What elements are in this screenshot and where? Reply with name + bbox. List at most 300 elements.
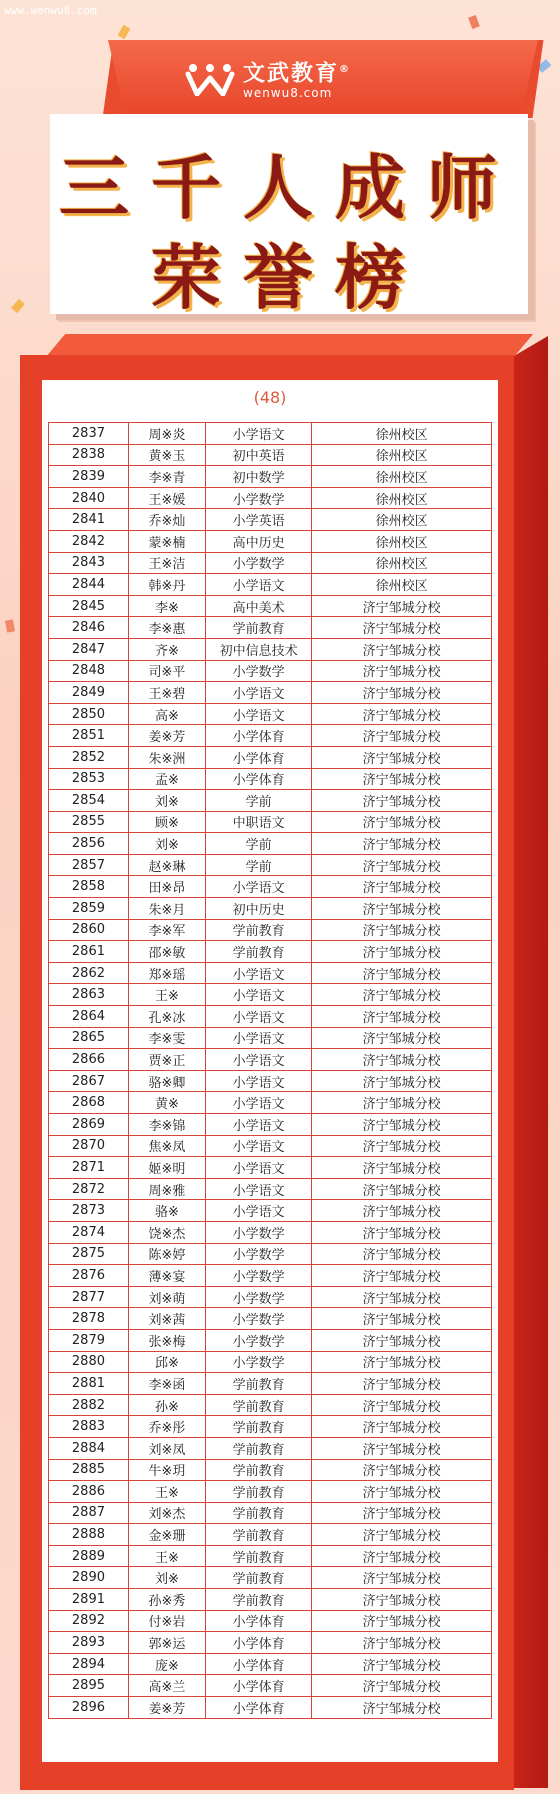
- row-number-cell: 2849: [49, 682, 129, 704]
- row-number-cell: 2852: [49, 746, 129, 768]
- table-row: [49, 1697, 492, 1719]
- row-number-cell: 2870: [49, 1135, 129, 1157]
- table-row: [49, 919, 492, 941]
- campus-cell: 徐州校区: [312, 444, 492, 466]
- teacher-name-cell: 高※: [128, 703, 205, 725]
- table-row: [49, 1092, 492, 1114]
- row-number-cell: 2873: [49, 1200, 129, 1222]
- teacher-name-cell: 刘※: [128, 790, 205, 812]
- subject-cell: 小学体育: [206, 1697, 312, 1719]
- table-row: [49, 1502, 492, 1524]
- campus-cell: 济宁邹城分校: [312, 768, 492, 790]
- title-line-1: 三千人成师: [59, 146, 519, 229]
- subject-cell: 学前教育: [206, 1524, 312, 1546]
- teacher-name-cell: 刘※杰: [128, 1502, 205, 1524]
- confetti: [5, 619, 15, 632]
- teacher-name-cell: 邵※敏: [128, 941, 205, 963]
- campus-cell: 济宁邹城分校: [312, 1200, 492, 1222]
- campus-cell: 济宁邹城分校: [312, 1092, 492, 1114]
- campus-cell: 徐州校区: [312, 487, 492, 509]
- subject-cell: 小学语文: [206, 1178, 312, 1200]
- subject-cell: 小学语文: [206, 1200, 312, 1222]
- table-row: [49, 1221, 492, 1243]
- table-row: [49, 444, 492, 466]
- row-number-cell: 2892: [49, 1610, 129, 1632]
- table-row: [49, 703, 492, 725]
- subject-cell: 学前教育: [206, 1416, 312, 1438]
- subject-cell: 小学数学: [206, 1265, 312, 1287]
- campus-cell: 济宁邹城分校: [312, 1070, 492, 1092]
- subject-cell: 学前教育: [206, 1459, 312, 1481]
- subject-cell: 学前教育: [206, 1502, 312, 1524]
- subject-cell: 学前: [206, 833, 312, 855]
- row-number-cell: 2893: [49, 1632, 129, 1654]
- table-row: [49, 1178, 492, 1200]
- subject-cell: 初中历史: [206, 898, 312, 920]
- table-row: [49, 638, 492, 660]
- table-row: [49, 725, 492, 747]
- teacher-name-cell: 朱※洲: [128, 746, 205, 768]
- campus-cell: 济宁邹城分校: [312, 1524, 492, 1546]
- campus-cell: 济宁邹城分校: [312, 941, 492, 963]
- table-row: [49, 660, 492, 682]
- row-number-cell: 2861: [49, 941, 129, 963]
- subject-cell: 学前: [206, 790, 312, 812]
- row-number-cell: 2881: [49, 1373, 129, 1395]
- table-row: [49, 1114, 492, 1136]
- table-row: [49, 1589, 492, 1611]
- table-row: [49, 487, 492, 509]
- table-row: [49, 1049, 492, 1071]
- teacher-name-cell: 李※: [128, 595, 205, 617]
- campus-cell: 济宁邹城分校: [312, 833, 492, 855]
- brand-logo: [185, 58, 351, 100]
- campus-cell: 济宁邹城分校: [312, 1697, 492, 1719]
- subject-cell: 学前教育: [206, 1437, 312, 1459]
- subject-cell: 小学数学: [206, 1308, 312, 1330]
- subject-cell: 小学语文: [206, 962, 312, 984]
- campus-cell: 济宁邹城分校: [312, 595, 492, 617]
- campus-cell: 徐州校区: [312, 552, 492, 574]
- brand-reg: ®: [339, 64, 352, 75]
- teacher-name-cell: 郑※瑶: [128, 962, 205, 984]
- subject-cell: 学前教育: [206, 1567, 312, 1589]
- campus-cell: 济宁邹城分校: [312, 1653, 492, 1675]
- teacher-name-cell: 李※惠: [128, 617, 205, 639]
- teacher-name-cell: 饶※杰: [128, 1221, 205, 1243]
- subject-cell: 小学体育: [206, 768, 312, 790]
- teacher-name-cell: 王※: [128, 1545, 205, 1567]
- row-number-cell: 2857: [49, 854, 129, 876]
- subject-cell: 小学数学: [206, 1329, 312, 1351]
- teacher-name-cell: 韩※丹: [128, 574, 205, 596]
- teacher-name-cell: 邱※: [128, 1351, 205, 1373]
- row-number-cell: 2872: [49, 1178, 129, 1200]
- teacher-name-cell: 孙※: [128, 1394, 205, 1416]
- subject-cell: 小学语文: [206, 1027, 312, 1049]
- subject-cell: 小学语文: [206, 1070, 312, 1092]
- table-row: [49, 1675, 492, 1697]
- subject-cell: 小学体育: [206, 1675, 312, 1697]
- subject-cell: 小学体育: [206, 1632, 312, 1654]
- honor-table: [48, 422, 492, 1719]
- table-row: [49, 790, 492, 812]
- row-number-cell: 2846: [49, 617, 129, 639]
- campus-cell: 徐州校区: [312, 509, 492, 531]
- teacher-name-cell: 孙※秀: [128, 1589, 205, 1611]
- subject-cell: 小学数学: [206, 1221, 312, 1243]
- row-number-cell: 2865: [49, 1027, 129, 1049]
- campus-cell: 徐州校区: [312, 423, 492, 445]
- table-row: [49, 1524, 492, 1546]
- teacher-name-cell: 牛※玥: [128, 1459, 205, 1481]
- campus-cell: 济宁邹城分校: [312, 1416, 492, 1438]
- campus-cell: 济宁邹城分校: [312, 898, 492, 920]
- table-row: [49, 1394, 492, 1416]
- subject-cell: 小学语文: [206, 1006, 312, 1028]
- table-row: [49, 768, 492, 790]
- teacher-name-cell: 骆※: [128, 1200, 205, 1222]
- teacher-name-cell: 付※岩: [128, 1610, 205, 1632]
- subject-cell: 小学数学: [206, 1286, 312, 1308]
- teacher-name-cell: 李※军: [128, 919, 205, 941]
- teacher-name-cell: 王※: [128, 984, 205, 1006]
- teacher-name-cell: 乔※灿: [128, 509, 205, 531]
- table-row: [49, 617, 492, 639]
- table-row: [49, 1135, 492, 1157]
- teacher-name-cell: 周※炎: [128, 423, 205, 445]
- row-number-cell: 2878: [49, 1308, 129, 1330]
- subject-cell: 小学语文: [206, 984, 312, 1006]
- brand-url: wenwu8.com: [243, 86, 333, 101]
- table-row: [49, 509, 492, 531]
- table-row: [49, 1027, 492, 1049]
- campus-cell: 济宁邹城分校: [312, 1027, 492, 1049]
- teacher-name-cell: 黄※: [128, 1092, 205, 1114]
- table-row: [49, 1200, 492, 1222]
- subject-cell: 小学语文: [206, 1114, 312, 1136]
- title-line-2: 荣誉榜: [151, 236, 427, 319]
- campus-cell: 济宁邹城分校: [312, 1351, 492, 1373]
- table-row: [49, 574, 492, 596]
- teacher-name-cell: 田※昂: [128, 876, 205, 898]
- table-row: [49, 1416, 492, 1438]
- teacher-name-cell: 李※雯: [128, 1027, 205, 1049]
- subject-cell: 学前教育: [206, 1373, 312, 1395]
- table-row: [49, 1459, 492, 1481]
- subject-cell: 学前教育: [206, 919, 312, 941]
- row-number-cell: 2859: [49, 898, 129, 920]
- row-number-cell: 2891: [49, 1589, 129, 1611]
- row-number-cell: 2843: [49, 552, 129, 574]
- campus-cell: 济宁邹城分校: [312, 682, 492, 704]
- table-row: [49, 1437, 492, 1459]
- campus-cell: 徐州校区: [312, 530, 492, 552]
- teacher-name-cell: 王※: [128, 1481, 205, 1503]
- row-number-cell: 2850: [49, 703, 129, 725]
- campus-cell: 济宁邹城分校: [312, 919, 492, 941]
- subject-cell: 小学数学: [206, 552, 312, 574]
- campus-cell: 济宁邹城分校: [312, 1049, 492, 1071]
- teacher-name-cell: 司※平: [128, 660, 205, 682]
- teacher-name-cell: 顾※: [128, 811, 205, 833]
- subject-cell: 小学体育: [206, 746, 312, 768]
- row-number-cell: 2885: [49, 1459, 129, 1481]
- row-number-cell: 2839: [49, 466, 129, 488]
- campus-cell: 济宁邹城分校: [312, 1394, 492, 1416]
- subject-cell: 小学数学: [206, 487, 312, 509]
- subject-cell: 小学体育: [206, 1610, 312, 1632]
- row-number-cell: 2867: [49, 1070, 129, 1092]
- table-row: [49, 811, 492, 833]
- campus-cell: 济宁邹城分校: [312, 876, 492, 898]
- teacher-name-cell: 黄※玉: [128, 444, 205, 466]
- table-row: [49, 1351, 492, 1373]
- table-row: [49, 1286, 492, 1308]
- campus-cell: 济宁邹城分校: [312, 1157, 492, 1179]
- campus-cell: 济宁邹城分校: [312, 746, 492, 768]
- subject-cell: 初中英语: [206, 444, 312, 466]
- subject-cell: 小学数学: [206, 1243, 312, 1265]
- teacher-name-cell: 齐※: [128, 638, 205, 660]
- campus-cell: 济宁邹城分校: [312, 1265, 492, 1287]
- row-number-cell: 2845: [49, 595, 129, 617]
- confetti: [118, 25, 131, 39]
- brand-name: 文武教育: [243, 61, 340, 87]
- row-number-cell: 2894: [49, 1653, 129, 1675]
- row-number-cell: 2841: [49, 509, 129, 531]
- teacher-name-cell: 薄※宴: [128, 1265, 205, 1287]
- table-row: [49, 552, 492, 574]
- table-row: [49, 1481, 492, 1503]
- honor-table-body: [49, 423, 492, 1719]
- table-row: [49, 423, 492, 445]
- row-number-cell: 2888: [49, 1524, 129, 1546]
- campus-cell: 济宁邹城分校: [312, 1567, 492, 1589]
- campus-cell: 济宁邹城分校: [312, 1589, 492, 1611]
- campus-cell: 济宁邹城分校: [312, 1459, 492, 1481]
- table-row: [49, 854, 492, 876]
- table-row: [49, 941, 492, 963]
- teacher-name-cell: 周※雅: [128, 1178, 205, 1200]
- teacher-name-cell: 李※锦: [128, 1114, 205, 1136]
- campus-cell: 济宁邹城分校: [312, 703, 492, 725]
- campus-cell: 济宁邹城分校: [312, 660, 492, 682]
- row-number-cell: 2879: [49, 1329, 129, 1351]
- table-row: [49, 1157, 492, 1179]
- row-number-cell: 2868: [49, 1092, 129, 1114]
- table-row: [49, 1610, 492, 1632]
- page-label: (48): [253, 388, 287, 407]
- table-row: [49, 1308, 492, 1330]
- row-number-cell: 2877: [49, 1286, 129, 1308]
- table-row: [49, 746, 492, 768]
- subject-cell: 学前教育: [206, 941, 312, 963]
- row-number-cell: 2886: [49, 1481, 129, 1503]
- teacher-name-cell: 孟※: [128, 768, 205, 790]
- campus-cell: 济宁邹城分校: [312, 811, 492, 833]
- row-number-cell: 2866: [49, 1049, 129, 1071]
- teacher-name-cell: 骆※卿: [128, 1070, 205, 1092]
- subject-cell: 学前: [206, 854, 312, 876]
- teacher-name-cell: 陈※婷: [128, 1243, 205, 1265]
- teacher-name-cell: 乔※彤: [128, 1416, 205, 1438]
- campus-cell: 济宁邹城分校: [312, 1545, 492, 1567]
- subject-cell: 小学数学: [206, 660, 312, 682]
- frame-side: [514, 336, 548, 1788]
- row-number-cell: 2890: [49, 1567, 129, 1589]
- table-row: [49, 1632, 492, 1654]
- row-number-cell: 2882: [49, 1394, 129, 1416]
- table-row: [49, 833, 492, 855]
- row-number-cell: 2871: [49, 1157, 129, 1179]
- campus-cell: 济宁邹城分校: [312, 1502, 492, 1524]
- table-row: [49, 682, 492, 704]
- teacher-name-cell: 姜※芳: [128, 1697, 205, 1719]
- teacher-name-cell: 蒙※楠: [128, 530, 205, 552]
- subject-cell: 小学语文: [206, 1157, 312, 1179]
- campus-cell: 济宁邹城分校: [312, 1610, 492, 1632]
- row-number-cell: 2883: [49, 1416, 129, 1438]
- row-number-cell: 2837: [49, 423, 129, 445]
- teacher-name-cell: 刘※茜: [128, 1308, 205, 1330]
- teacher-name-cell: 贾※正: [128, 1049, 205, 1071]
- teacher-name-cell: 姜※芳: [128, 725, 205, 747]
- campus-cell: 济宁邹城分校: [312, 1329, 492, 1351]
- campus-cell: 济宁邹城分校: [312, 1373, 492, 1395]
- teacher-name-cell: 金※珊: [128, 1524, 205, 1546]
- subject-cell: 初中数学: [206, 466, 312, 488]
- table-row: [49, 1653, 492, 1675]
- campus-cell: 济宁邹城分校: [312, 1135, 492, 1157]
- row-number-cell: 2874: [49, 1221, 129, 1243]
- campus-cell: 济宁邹城分校: [312, 617, 492, 639]
- table-row: [49, 530, 492, 552]
- table-row: [49, 1006, 492, 1028]
- campus-cell: 济宁邹城分校: [312, 1308, 492, 1330]
- campus-cell: 济宁邹城分校: [312, 1114, 492, 1136]
- row-number-cell: 2855: [49, 811, 129, 833]
- subject-cell: 小学语文: [206, 423, 312, 445]
- teacher-name-cell: 朱※月: [128, 898, 205, 920]
- row-number-cell: 2851: [49, 725, 129, 747]
- campus-cell: 济宁邹城分校: [312, 1481, 492, 1503]
- table-row: [49, 1545, 492, 1567]
- teacher-name-cell: 焦※凤: [128, 1135, 205, 1157]
- teacher-name-cell: 庞※: [128, 1653, 205, 1675]
- row-number-cell: 2884: [49, 1437, 129, 1459]
- subject-cell: 小学体育: [206, 1653, 312, 1675]
- confetti: [11, 299, 25, 313]
- subject-cell: 小学数学: [206, 1351, 312, 1373]
- table-row: [49, 898, 492, 920]
- campus-cell: 济宁邹城分校: [312, 1243, 492, 1265]
- row-number-cell: 2864: [49, 1006, 129, 1028]
- subject-cell: 小学语文: [206, 876, 312, 898]
- title-board: [50, 114, 528, 319]
- subject-cell: 小学语文: [206, 703, 312, 725]
- row-number-cell: 2863: [49, 984, 129, 1006]
- campus-cell: 济宁邹城分校: [312, 1632, 492, 1654]
- subject-cell: 初中信息技术: [206, 638, 312, 660]
- row-number-cell: 2853: [49, 768, 129, 790]
- confetti: [468, 15, 480, 29]
- campus-cell: 济宁邹城分校: [312, 790, 492, 812]
- subject-cell: 小学语文: [206, 574, 312, 596]
- subject-cell: 高中历史: [206, 530, 312, 552]
- campus-cell: 济宁邹城分校: [312, 1006, 492, 1028]
- row-number-cell: 2856: [49, 833, 129, 855]
- row-number-cell: 2862: [49, 962, 129, 984]
- campus-cell: 济宁邹城分校: [312, 1675, 492, 1697]
- table-row: [49, 876, 492, 898]
- row-number-cell: 2860: [49, 919, 129, 941]
- row-number-cell: 2844: [49, 574, 129, 596]
- table-row: [49, 1070, 492, 1092]
- teacher-name-cell: 王※媛: [128, 487, 205, 509]
- teacher-name-cell: 王※碧: [128, 682, 205, 704]
- row-number-cell: 2848: [49, 660, 129, 682]
- subject-cell: 小学英语: [206, 509, 312, 531]
- table-row: [49, 1243, 492, 1265]
- campus-cell: 徐州校区: [312, 466, 492, 488]
- row-number-cell: 2876: [49, 1265, 129, 1287]
- table-row: [49, 1373, 492, 1395]
- table-row: [49, 984, 492, 1006]
- subject-cell: 小学语文: [206, 1049, 312, 1071]
- row-number-cell: 2896: [49, 1697, 129, 1719]
- subject-cell: 学前教育: [206, 617, 312, 639]
- teacher-name-cell: 张※梅: [128, 1329, 205, 1351]
- campus-cell: 济宁邹城分校: [312, 1286, 492, 1308]
- row-number-cell: 2895: [49, 1675, 129, 1697]
- teacher-name-cell: 刘※: [128, 1567, 205, 1589]
- teacher-name-cell: 郭※运: [128, 1632, 205, 1654]
- subject-cell: 小学语文: [206, 682, 312, 704]
- row-number-cell: 2842: [49, 530, 129, 552]
- list-panel: [42, 380, 498, 1762]
- subject-cell: 小学体育: [206, 725, 312, 747]
- teacher-name-cell: 姬※明: [128, 1157, 205, 1179]
- row-number-cell: 2838: [49, 444, 129, 466]
- campus-cell: 徐州校区: [312, 574, 492, 596]
- row-number-cell: 2887: [49, 1502, 129, 1524]
- row-number-cell: 2854: [49, 790, 129, 812]
- row-number-cell: 2858: [49, 876, 129, 898]
- teacher-name-cell: 高※兰: [128, 1675, 205, 1697]
- row-number-cell: 2875: [49, 1243, 129, 1265]
- row-number-cell: 2880: [49, 1351, 129, 1373]
- table-row: [49, 962, 492, 984]
- teacher-name-cell: 赵※琳: [128, 854, 205, 876]
- campus-cell: 济宁邹城分校: [312, 725, 492, 747]
- row-number-cell: 2889: [49, 1545, 129, 1567]
- subject-cell: 中职语文: [206, 811, 312, 833]
- table-row: [49, 1329, 492, 1351]
- campus-cell: 济宁邹城分校: [312, 1221, 492, 1243]
- table-row: [49, 595, 492, 617]
- campus-cell: 济宁邹城分校: [312, 1437, 492, 1459]
- subject-cell: 学前教育: [206, 1394, 312, 1416]
- teacher-name-cell: 李※青: [128, 466, 205, 488]
- campus-cell: 济宁邹城分校: [312, 984, 492, 1006]
- row-number-cell: 2840: [49, 487, 129, 509]
- table-row: [49, 1265, 492, 1287]
- table-row: [49, 1567, 492, 1589]
- subject-cell: 学前教育: [206, 1545, 312, 1567]
- brand-w-icon: [185, 62, 235, 96]
- teacher-name-cell: 李※函: [128, 1373, 205, 1395]
